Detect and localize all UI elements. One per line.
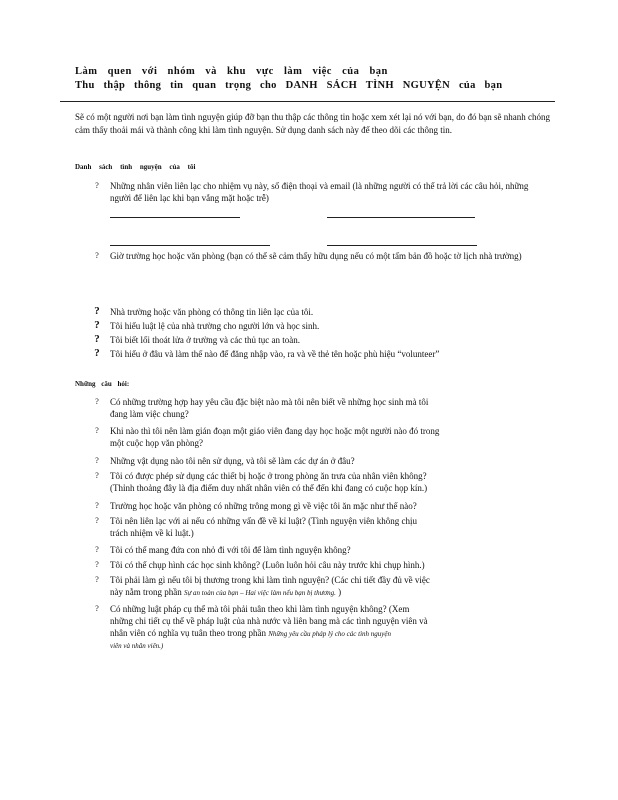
section-heading-questions: Những câu hỏi: [75,380,130,388]
question-mark-bullet: ? [95,456,99,465]
page-subtitle: Thu thập thông tin quan trọng cho DANH SÁCH TÌNH NGUYỆN của bạn [75,80,503,91]
check-item-text: Nhà trường hoặc văn phòng có thông tin liên lạc của tôi. [110,307,314,317]
question-line: Tôi nên liên lạc với ai nếu có những vấn đề về kỉ luật? (Tình nguyện viên không chịu [110,516,418,526]
question-line: trách nhiệm về kỉ luật.) [110,528,194,538]
page-title: Làm quen với nhóm và khu vực làm việc của bạn [75,66,388,77]
fill-in-line[interactable] [110,245,270,246]
check-item-text: Tôi hiểu ở đâu và làm thế nào để đăng nhập vào, ra và về thẻ tên hoặc phù hiệu “volunteer” [110,349,440,359]
italic-reference: Những yêu cầu pháp lý cho các tình nguyện [268,630,392,638]
checkbox-icon[interactable]: ? [94,305,100,317]
question-mark-bullet: ? [95,501,99,510]
question-mark-bullet: ? [95,516,99,525]
question-line: Có những luật pháp cụ thể mà tôi phải tuân theo khi làm tình nguyện không? (Xem [110,604,410,614]
header-divider [60,101,555,102]
question-mark-bullet: ? [95,251,99,260]
question-line: Tôi có thể mang đứa con nhỏ đi với tôi để làm tình nguyện không? [110,545,351,555]
question-line: một cuộc họp văn phòng? [110,438,203,448]
question-line: (Thỉnh thoảng đây là địa điểm duy nhất nhân viên có thể đến khi đang có cuộc họp kín.) [110,483,428,493]
question-text [110,500,555,512]
question-line: Khi nào thì tôi nên làm gián đoạn một giáo viên đang dạy học hoặc một người nào đó trong [110,426,440,436]
question-line: Những vật dụng nào tôi nên sử dụng, và tôi sẽ làm các dự án ở đâu? [110,456,355,466]
question-line-tail: ) [335,587,342,597]
checklist-item-text: Giờ trường học hoặc văn phòng (bạn có thể sẽ cảm thấy hữu dụng nếu có một tấm bản đồ hoặc tờ lịch nhà trường) [110,251,522,261]
check-item-text: Tôi hiểu luật lệ của nhà trường cho người lớn và học sinh. [110,321,320,331]
question-text [110,425,555,449]
italic-reference: Sự an toàn của bạn – Hai việc làm nếu bạn bị thương. [183,589,336,597]
question-mark-bullet: ? [95,426,99,435]
italic-reference: viên và nhân viên.) [110,642,164,650]
question-mark-bullet: ? [95,575,99,584]
question-line: nhân viên có nghĩa vụ tuân theo trong phần [110,628,269,638]
question-text [110,559,555,571]
checkbox-icon[interactable]: ? [94,319,100,331]
question-mark-bullet: ? [95,545,99,554]
question-line: đang làm việc chung? [110,409,189,419]
page-header [75,65,555,93]
fill-in-line[interactable] [327,245,477,246]
question-text [110,455,555,467]
question-line: Tôi phải làm gì nếu tôi bị thương trong khi làm tình nguyện? (Các chi tiết đầy đủ về việc [110,575,430,585]
question-text [110,574,555,598]
question-text [110,544,555,556]
check-item-text: Tôi biết lối thoát lửa ở trường và các thủ tục an toàn. [110,335,300,345]
question-text [110,396,555,420]
intro-paragraph: Sẽ có một người nơi bạn làm tình nguyện giúp đỡ bạn thu thập các thông tin hoặc xem xét lại nó với bạn, do đó bạn sẽ nhanh chóng cảm thấy thoải mái và thành công khi làm tình nguyện. Sử dụng danh sách này để theo dõi các thông tin. [75,112,550,135]
checkbox-icon[interactable]: ? [94,347,100,359]
question-text [110,470,555,494]
question-text [110,603,555,651]
question-line: Tôi có được phép sử dụng các thiết bị hoặc ở trong phòng ăn trưa của nhân viên không? [110,471,427,481]
section-heading-checklist: Danh sách tình nguyện của tôi [75,163,196,171]
question-mark-bullet: ? [95,560,99,569]
question-line: Có những trường hợp hay yêu cầu đặc biệt nào mà tôi nên biết về những học sinh mà tôi [110,397,429,407]
question-line: này nằm trong phần [110,587,184,597]
checkbox-icon[interactable]: ? [94,333,100,345]
question-line: Tôi có thể chụp hình các học sinh không? (Luôn luôn hỏi câu này trước khi chụp hình.) [110,560,425,570]
question-mark-bullet: ? [95,604,99,613]
fill-in-line[interactable] [327,217,475,218]
checklist-item-text: Những nhân viên liên lạc cho nhiệm vụ này, số điện thoại và email (là những người có thể trả lời các câu hỏi, những người để liên lạc khi bạn vắng mặt hoặc trễ) [110,181,529,203]
question-mark-bullet: ? [95,181,99,190]
question-line: Trường học hoặc văn phòng có những trông mong gì về việc tôi ăn mặc như thế nào? [110,501,417,511]
question-line: những chi tiết cụ thể về pháp luật của nhà nước và liên bang mà các tình nguyện viên và [110,616,428,626]
question-mark-bullet: ? [95,471,99,480]
question-mark-bullet: ? [95,397,99,406]
question-text [110,515,555,539]
fill-in-line[interactable] [110,217,240,218]
